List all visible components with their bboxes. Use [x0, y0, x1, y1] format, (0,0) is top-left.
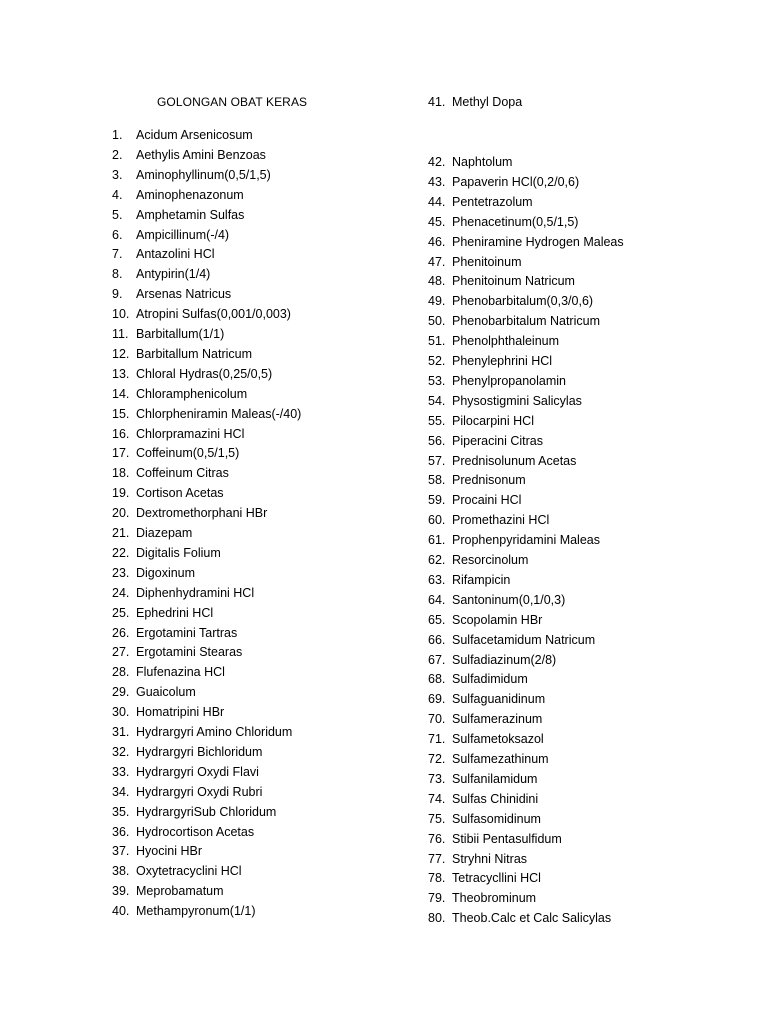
item-text: Hydrargyri Oxydi Flavi [136, 764, 259, 779]
item-text: Digitalis Folium [136, 545, 221, 560]
item-number: 66. [428, 632, 446, 647]
item-text: Pilocarpini HCl [452, 413, 534, 428]
item-text: Ampicillinum(-/4) [136, 227, 230, 242]
item-text: Piperacini Citras [452, 433, 544, 448]
item-text: Aethylis Amini Benzoas [136, 147, 266, 162]
item-text: Sulfametoksazol [452, 732, 544, 747]
item-text: Stryhni Nitras [452, 851, 528, 866]
item-number: 22. [112, 545, 130, 560]
item-number: 65. [428, 612, 446, 627]
item-number: 56. [428, 433, 446, 448]
item-text: Phenylephrini HCl [452, 354, 553, 368]
item-text: Procaini HCl [452, 493, 522, 508]
item-number: 15. [112, 406, 130, 421]
item-number: 68. [428, 672, 446, 687]
item-text: Methampyronum(1/1) [136, 904, 256, 919]
item-text: Ephedrini HCl [136, 605, 214, 620]
item-text: Aminophyllinum(0,5/1,5) [136, 167, 271, 182]
item-number: 63. [428, 572, 446, 587]
item-number: 41. [428, 95, 446, 109]
item-text: Rifampicin [452, 572, 511, 587]
item-text: Sulfamezathinum [452, 752, 549, 766]
item-number: 42. [428, 155, 446, 169]
item-number: 4. [112, 187, 123, 202]
item-number: 70. [428, 712, 446, 727]
item-number: 75. [428, 811, 446, 826]
item-number: 53. [428, 373, 446, 388]
item-number: 12. [112, 346, 130, 361]
item-number: 44. [428, 194, 446, 209]
item-text: Ergotamini Tartras [136, 625, 238, 640]
item-number: 59. [428, 493, 446, 508]
item-text: Pentetrazolum [452, 194, 533, 209]
item-number: 57. [428, 453, 446, 468]
item-text: Digoxinum [136, 565, 196, 580]
item-text: Acidum Arsenicosum [136, 128, 253, 142]
item-text: Antazolini HCl [136, 247, 215, 262]
item-text: Methyl Dopa [452, 95, 523, 109]
item-text: Phenacetinum(0,5/1,5) [452, 214, 579, 229]
item-text: Promethazini HCl [452, 513, 550, 528]
item-text: Guaicolum [136, 685, 196, 700]
item-number: 74. [428, 791, 446, 806]
item-text: Sulfasomidinum [452, 811, 541, 826]
item-text: Chloral Hydras(0,25/0,5) [136, 366, 273, 381]
item-text: Oxytetracyclini HCl [136, 864, 242, 879]
item-number: 28. [112, 665, 130, 680]
item-text: Sulfacetamidum Natricum [452, 632, 596, 647]
item-number: 72. [428, 752, 446, 766]
item-text: Phenitoinum [452, 254, 522, 269]
item-text: Physostigmini Salicylas [452, 393, 582, 408]
item-number: 79. [428, 891, 446, 906]
item-number: 1. [112, 128, 123, 142]
item-number: 55. [428, 413, 446, 428]
item-number: 52. [428, 354, 446, 368]
item-text: Santoninum(0,1/0,3) [452, 592, 566, 607]
item-number: 13. [112, 366, 130, 381]
item-number: 39. [112, 884, 130, 899]
item-number: 3. [112, 167, 123, 182]
item-text: Pheniramine Hydrogen Maleas [452, 234, 624, 249]
item-number: 69. [428, 692, 446, 707]
item-text: Hydrocortison Acetas [136, 824, 255, 839]
item-text: Tetracycllini HCl [452, 871, 541, 886]
item-number: 11. [112, 327, 129, 341]
item-number: 23. [112, 565, 130, 580]
item-number: 26. [112, 625, 130, 640]
item-text: Flufenazina HCl [136, 665, 225, 680]
item-text: Chlorpramazini HCl [136, 426, 245, 441]
item-number: 77. [428, 851, 446, 866]
item-number: 64. [428, 592, 446, 607]
item-text: Hydrargyri Amino Chloridum [136, 725, 293, 739]
item-number: 80. [428, 911, 446, 926]
item-text: Chlorpheniramin Maleas(-/40) [136, 406, 302, 421]
item-text: Phenylpropanolamin [452, 373, 566, 388]
item-number: 78. [428, 871, 446, 886]
item-number: 18. [112, 466, 130, 481]
item-text: Coffeinum Citras [136, 466, 229, 481]
item-number: 45. [428, 214, 446, 229]
item-number: 58. [428, 473, 446, 488]
item-text: Diphenhydramini HCl [136, 585, 255, 600]
item-text: Sulfamerazinum [452, 712, 543, 727]
item-text: Amphetamin Sulfas [136, 207, 245, 222]
item-text: Homatripini HBr [136, 705, 225, 720]
item-text: Barbitallum(1/1) [136, 327, 225, 341]
item-number: 2. [112, 147, 123, 162]
item-text: Phenolphthaleinum [452, 334, 560, 349]
item-number: 30. [112, 705, 130, 720]
item-number: 37. [112, 844, 130, 859]
item-number: 48. [428, 274, 446, 289]
item-number: 6. [112, 227, 123, 242]
item-number: 62. [428, 553, 446, 567]
item-text: Coffeinum(0,5/1,5) [136, 446, 240, 461]
item-text: Chloramphenicolum [136, 386, 248, 401]
item-text: Diazepam [136, 526, 193, 540]
item-number: 7. [112, 247, 123, 262]
item-text: Resorcinolum [452, 553, 529, 567]
item-number: 32. [112, 744, 130, 759]
item-number: 34. [112, 784, 130, 799]
item-number: 5. [112, 207, 123, 222]
item-number: 50. [428, 314, 446, 329]
item-number: 54. [428, 393, 446, 408]
item-number: 35. [112, 804, 130, 819]
item-text: Dextromethorphani HBr [136, 506, 268, 521]
item-number: 27. [112, 645, 130, 660]
item-number: 67. [428, 652, 446, 667]
item-text: Hydrargyri Oxydi Rubri [136, 784, 263, 799]
item-number: 49. [428, 294, 446, 309]
item-text: Antypirin(1/4) [136, 267, 211, 282]
item-text: Theob.Calc et Calc Salicylas [452, 911, 612, 926]
item-number: 20. [112, 506, 130, 521]
item-number: 10. [112, 307, 130, 322]
item-text: Scopolamin HBr [452, 612, 543, 627]
item-number: 24. [112, 585, 130, 600]
item-text: Theobrominum [452, 891, 537, 906]
item-text: Sulfas Chinidini [452, 791, 539, 806]
item-number: 25. [112, 605, 130, 620]
item-number: 14. [112, 386, 130, 401]
item-text: Sulfaguanidinum [452, 692, 546, 707]
item-number: 61. [428, 533, 446, 548]
item-text: Aminophenazonum [136, 187, 244, 202]
item-number: 9. [112, 287, 123, 302]
item-text: Ergotamini Stearas [136, 645, 243, 660]
page-title: GOLONGAN OBAT KERAS [157, 95, 308, 109]
item-text: Atropini Sulfas(0,001/0,003) [136, 307, 291, 322]
item-text: Sulfanilamidum [452, 771, 538, 786]
item-number: 51. [428, 334, 446, 349]
item-number: 17. [112, 446, 130, 461]
item-number: 40. [112, 904, 130, 919]
item-text: Prophenpyridamini Maleas [452, 533, 600, 548]
item-number: 8. [112, 267, 123, 282]
item-number: 29. [112, 685, 130, 700]
item-number: 47. [428, 254, 446, 269]
item-text: Naphtolum [452, 155, 513, 169]
item-number: 43. [428, 174, 446, 189]
item-text: Papaverin HCl(0,2/0,6) [452, 174, 580, 189]
item-text: Barbitallum Natricum [136, 346, 253, 361]
item-number: 36. [112, 824, 130, 839]
item-text: Meprobamatum [136, 884, 224, 899]
item-text: Phenobarbitalum(0,3/0,6) [452, 294, 594, 309]
item-text: Prednisonum [452, 473, 526, 488]
item-text: Prednisolunum Acetas [452, 453, 577, 468]
item-text: HydrargyriSub Chloridum [136, 804, 277, 819]
item-number: 21. [112, 526, 130, 540]
item-text: Hyocini HBr [136, 844, 202, 859]
item-text: Cortison Acetas [136, 486, 224, 501]
item-text: Sulfadiazinum(2/8) [452, 652, 557, 667]
item-number: 60. [428, 513, 446, 528]
item-number: 71. [428, 732, 446, 747]
item-text: Stibii Pentasulfidum [452, 831, 562, 846]
item-text: Sulfadimidum [452, 672, 528, 687]
item-number: 16. [112, 426, 130, 441]
item-text: Arsenas Natricus [136, 287, 232, 302]
item-number: 33. [112, 764, 130, 779]
item-number: 19. [112, 486, 130, 501]
item-number: 76. [428, 831, 446, 846]
item-text: Phenitoinum Natricum [452, 274, 575, 289]
item-number: 31. [112, 725, 130, 739]
item-number: 73. [428, 771, 446, 786]
item-number: 46. [428, 234, 446, 249]
item-text: Phenobarbitalum Natricum [452, 314, 600, 329]
item-number: 38. [112, 864, 130, 879]
item-text: Hydrargyri Bichloridum [136, 744, 263, 759]
